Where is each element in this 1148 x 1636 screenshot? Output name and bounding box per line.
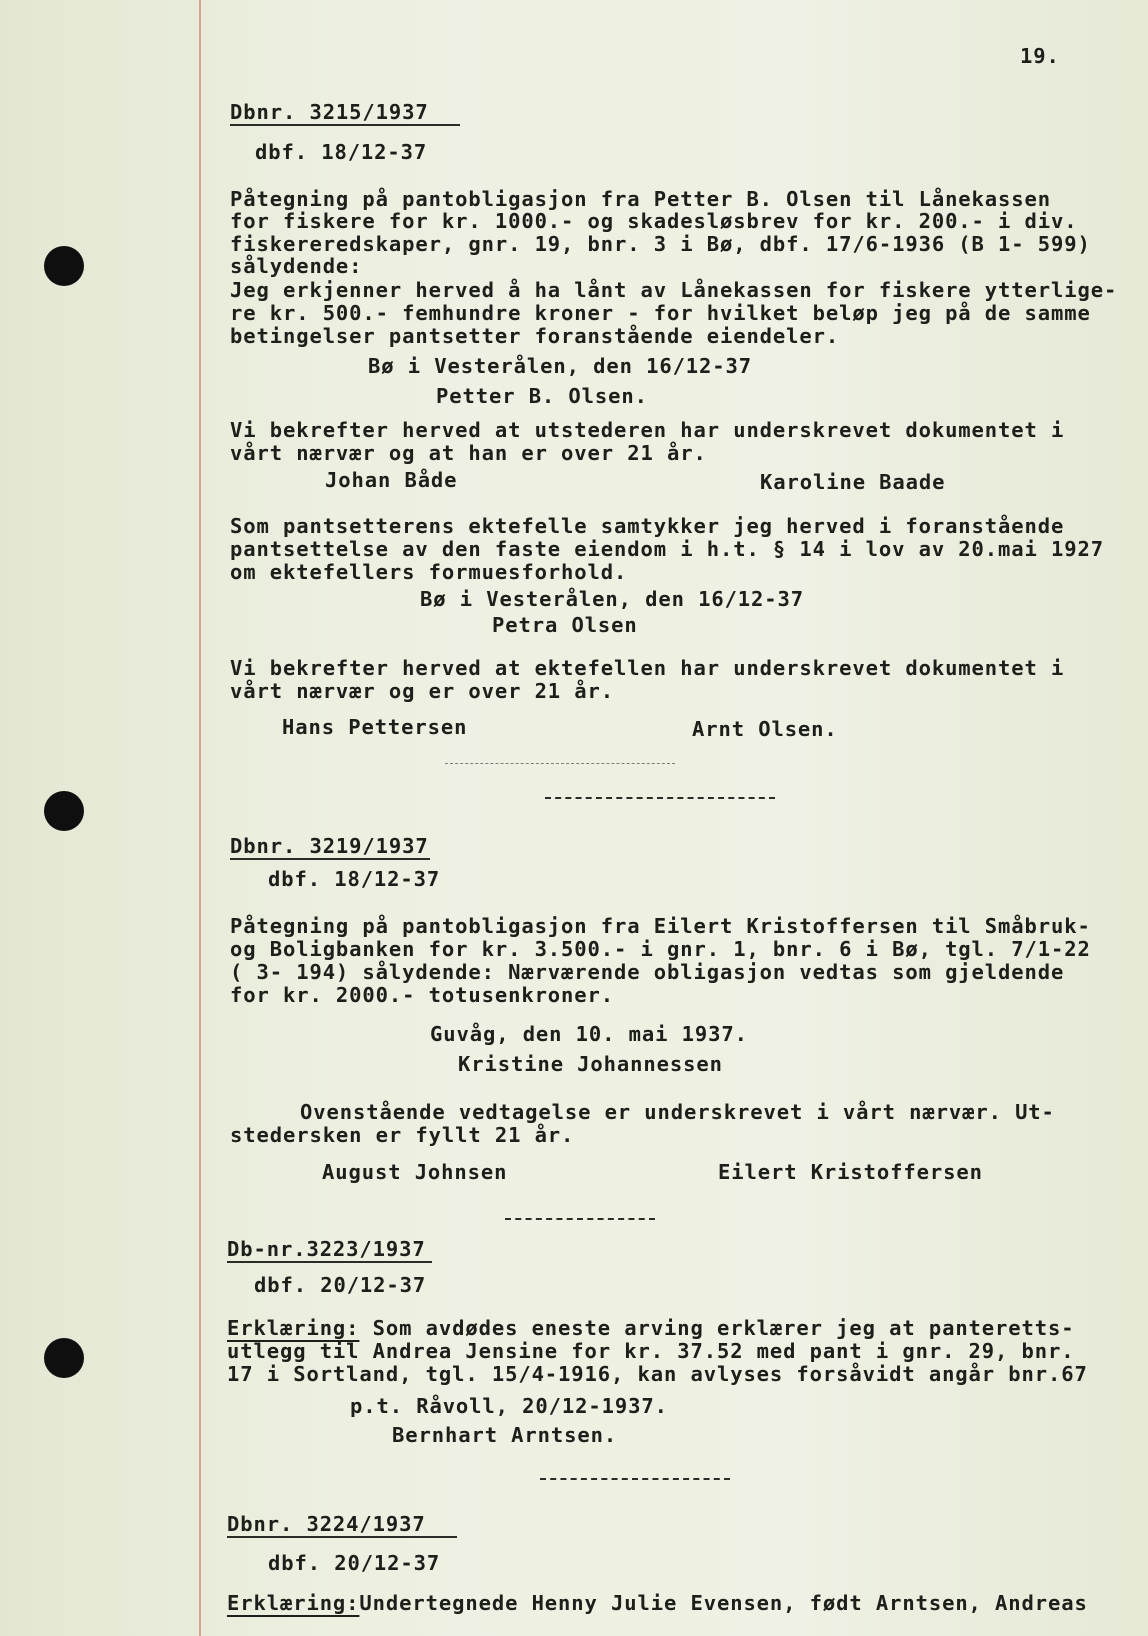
header-underline (227, 1261, 432, 1263)
body-line: sålydende: (230, 254, 363, 278)
spouse-text: om ektefellers formuesforhold. (230, 560, 628, 584)
header-underline (230, 124, 460, 126)
punch-hole (44, 246, 84, 286)
divider (445, 763, 675, 764)
punch-hole (44, 1338, 84, 1378)
witness-name: Eilert Kristoffersen (718, 1160, 983, 1184)
margin-line (199, 0, 201, 1636)
body-line: for fiskere for kr. 1000.- og skadesløsbrev for kr. 200.- i div. (230, 209, 1078, 233)
body-line: Påtegning på pantobligasjon fra Eilert Kristoffersen til Småbruk- (230, 914, 1091, 938)
witness-name: Johan Både (325, 468, 458, 492)
declaration-label: Erklæring: (227, 1316, 360, 1340)
entry-date: dbf. 18/12-37 (255, 140, 428, 164)
witness-name: Arnt Olsen. (692, 717, 838, 741)
body-line: for kr. 2000.- totusenkroner. (230, 983, 615, 1007)
entry-date: dbf. 20/12-37 (268, 1551, 441, 1575)
header-underline (227, 1536, 457, 1538)
divider (540, 1478, 730, 1480)
entry-date: dbf. 18/12-37 (268, 867, 441, 891)
body-line: Påtegning på pantobligasjon fra Petter B. Olsen til Lånekassen (230, 187, 1052, 211)
body-line: 17 i Sortland, tgl. 15/4-1916, kan avlyses forsåvidt angår bnr.67 (227, 1362, 1088, 1386)
witness-text: stedersken er fyllt 21 år. (230, 1123, 575, 1147)
body-line: Jeg erkjenner herved å ha lånt av Lånekassen for fiskere ytterlige- (230, 278, 1118, 302)
body-line: utlegg til Andrea Jensine for kr. 37.52 med pant i gnr. 29, bnr. (227, 1339, 1075, 1363)
spouse-witness-text: Vi bekrefter herved at ektefellen har underskrevet dokumentet i (230, 656, 1065, 680)
body-line-first (227, 1316, 1075, 1340)
signer: Kristine Johannessen (458, 1052, 723, 1076)
spouse-text: pantsettelse av den faste eiendom i h.t. § 14 i lov av 20.mai 1927 (230, 537, 1104, 561)
body-text: Undertegnede Henny Julie Evensen, født Arntsen, Andreas (359, 1591, 1088, 1615)
witness-text: vårt nærvær og at han er over 21 år. (230, 441, 707, 465)
witness-text: Vi bekrefter herved at utstederen har underskrevet dokumentet i (230, 418, 1065, 442)
body-text: Som avdødes eneste arving erklærer jeg at panteretts- (359, 1316, 1075, 1340)
spouse-signer: Petra Olsen (492, 613, 638, 637)
body-line: og Boligbanken for kr. 3.500.- i gnr. 1, bnr. 6 i Bø, tgl. 7/1-22 (230, 937, 1091, 961)
divider (545, 797, 775, 799)
divider (505, 1218, 655, 1220)
body-line: ( 3- 194) sålydende: Nærværende obligasjon vedtas som gjeldende (230, 960, 1065, 984)
place-date: Guvåg, den 10. mai 1937. (430, 1022, 748, 1046)
header-underline (230, 858, 430, 860)
spouse-place-date: Bø i Vesterålen, den 16/12-37 (420, 587, 805, 611)
body-line: re kr. 500.- femhundre kroner - for hvilket beløp jeg på de samme (230, 301, 1091, 325)
declaration-label: Erklæring: (227, 1591, 360, 1615)
entry-header: Db-nr.3223/1937 (227, 1237, 426, 1261)
body-line-first (227, 1591, 1088, 1615)
place-date: p.t. Råvoll, 20/12-1937. (350, 1394, 668, 1418)
punch-hole (44, 791, 84, 831)
entry-header: Dbnr. 3224/1937 (227, 1512, 426, 1536)
entry-header: Dbnr. 3219/1937 (230, 834, 429, 858)
witness-name: August Johnsen (322, 1160, 508, 1184)
witness-name: Hans Pettersen (282, 715, 468, 739)
place-date: Bø i Vesterålen, den 16/12-37 (368, 354, 753, 378)
spouse-witness-text: vårt nærvær og er over 21 år. (230, 679, 615, 703)
body-line: fiskereredskaper, gnr. 19, bnr. 3 i Bø, dbf. 17/6-1936 (B 1- 599) (230, 232, 1091, 256)
entry-date: dbf. 20/12-37 (254, 1273, 427, 1297)
witness-text: Ovenstående vedtagelse er underskrevet i vårt nærvær. Ut- (300, 1100, 1055, 1124)
page-number: 19. (1020, 44, 1060, 68)
signer: Bernhart Arntsen. (392, 1423, 618, 1447)
signer: Petter B. Olsen. (436, 384, 648, 408)
spouse-text: Som pantsetterens ektefelle samtykker jeg herved i foranstående (230, 514, 1065, 538)
witness-name: Karoline Baade (760, 470, 946, 494)
entry-header: Dbnr. 3215/1937 (230, 100, 429, 124)
body-line: betingelser pantsetter foranstående eiendeler. (230, 324, 840, 348)
